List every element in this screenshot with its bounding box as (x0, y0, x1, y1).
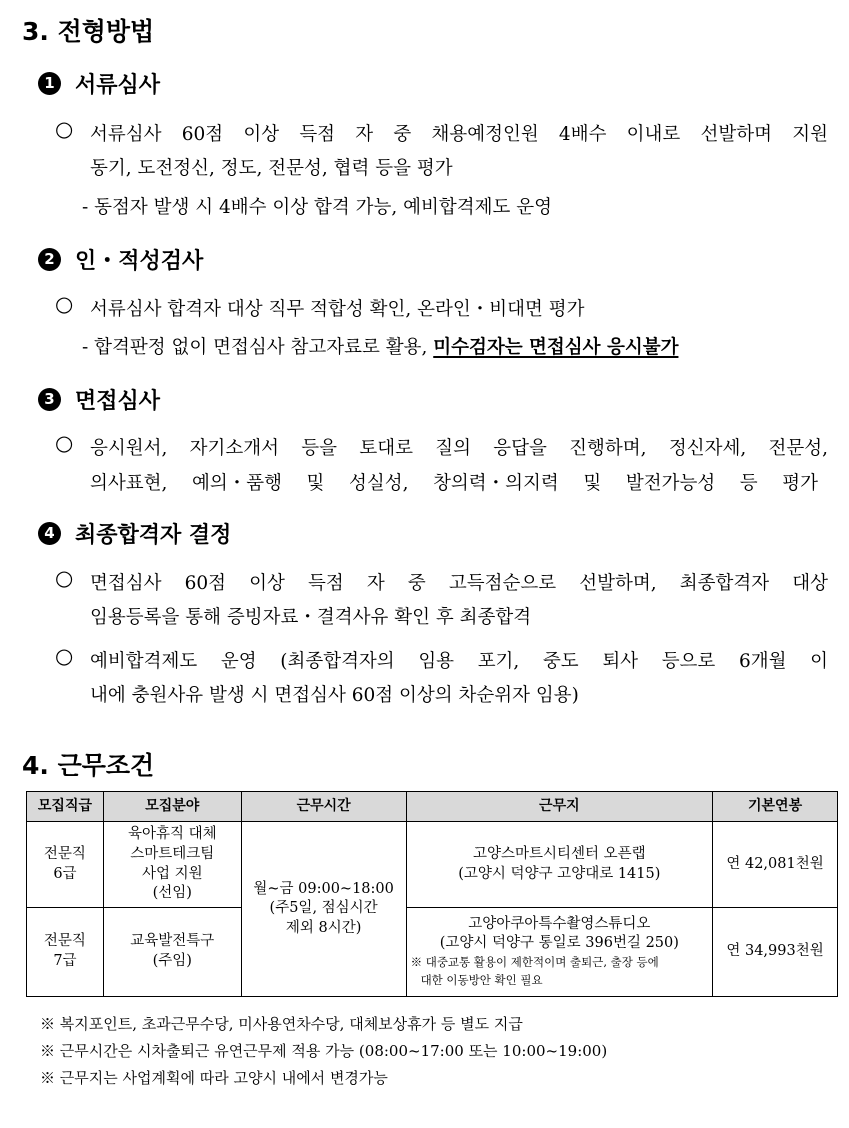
word: 자 (366, 573, 385, 594)
word: 응시원서, (90, 438, 168, 459)
word: 발전가능성 (625, 473, 716, 494)
header-location: 근무지 (406, 792, 713, 822)
item-1-bullet-1-line-1 (90, 120, 828, 146)
field-cell (103, 908, 241, 997)
hours-cell (241, 822, 406, 997)
circle-bullet-icon: ○ (55, 644, 74, 668)
field-line: 육아휴직 대체 (127, 826, 217, 843)
item-2-bullet-1: 서류심사 합격자 대상 직무 적합성 확인, 온라인・비대면 평가 (90, 299, 585, 320)
word: 대상 (792, 573, 828, 594)
item-3-heading (38, 384, 160, 415)
word: 중 (407, 573, 426, 594)
location-line: (고양시 덕양구 고양대로 1415) (458, 865, 661, 882)
location-note-line: 대한 이동방안 확인 필요 (420, 972, 543, 987)
grade-line: 전문직 (43, 933, 86, 950)
grade-line: 7급 (53, 953, 77, 969)
word: 4배수 (558, 124, 607, 145)
word: 선발하며 (700, 124, 772, 145)
word: 토대로 (359, 438, 413, 459)
word: 60점 (184, 573, 227, 594)
number-3-icon: 3 (38, 388, 61, 411)
word: 등 (739, 473, 758, 494)
word: 및 (583, 473, 602, 494)
footnote-benefits: ※ 복지포인트, 초과근무수당, 미사용연차수당, 대체보상휴가 등 별도 지급 (40, 1015, 523, 1033)
word: 서류심사 (90, 124, 162, 145)
word: (최종합격자의 (280, 651, 395, 672)
word: 60점 (181, 124, 224, 145)
footnote-hours: ※ 근무시간은 시차출퇴근 유연근무제 적용 가능 (08:00~17:00 또는 10:00~19:00) (40, 1042, 608, 1060)
word: 득점 (308, 573, 344, 594)
field-line: 교육발전특구 (130, 933, 215, 950)
location-line: (고양시 덕양구 통일로 396번길 250) (439, 935, 679, 952)
word: 예비합격제도 (90, 651, 198, 672)
word: 채용예정인원 (431, 124, 539, 145)
word: 예의・품행 (191, 473, 282, 494)
header-salary: 기본연봉 (713, 792, 838, 822)
word: 등을 (301, 438, 338, 459)
word: 고득점순으로 (448, 573, 557, 594)
item-4-bullet-1-line-2: 임용등록을 통해 증빙자료・결격사유 확인 후 최종합격 (90, 607, 532, 628)
word: 창의력・의지력 (433, 473, 559, 494)
number-4-icon: 4 (38, 522, 61, 545)
circle-bullet-icon: ○ (55, 566, 74, 590)
item-2-sub-1 (82, 333, 678, 359)
word: 임용 (418, 651, 455, 672)
item-4-title: 최종합격자 결정 (75, 522, 232, 548)
section-4-title: 4. 근무조건 (22, 751, 155, 780)
item-3-bullet-1-line-2 (90, 469, 818, 495)
item-2-title: 인・적성검사 (75, 248, 204, 274)
word: 및 (306, 473, 325, 494)
hours-line: 제외 8시간) (285, 919, 362, 936)
field-cell (103, 822, 241, 908)
header-grade: 모집직급 (27, 792, 104, 822)
word: 최종합격자 (679, 573, 770, 594)
word: 이상 (243, 124, 280, 145)
table-row (27, 822, 838, 908)
location-note-line: ※ 대중교통 활용이 제한적이며 출퇴근, 출장 등에 (410, 954, 659, 969)
word: 응답을 (493, 438, 547, 459)
item-3-bullet-1-line-1 (90, 434, 828, 460)
item-3-title: 면접심사 (75, 388, 161, 414)
salary-cell: 연 34,993천원 (713, 908, 838, 997)
item-4-bullet-2-line-2: 내에 충원사유 발생 시 면접심사 60점 이상의 차순위자 임용) (90, 685, 579, 706)
location-line: 고양스마트시티센터 오픈랩 (472, 845, 646, 862)
word: 성실성, (348, 473, 409, 494)
location-cell (406, 908, 713, 997)
word: 중도 (542, 651, 579, 672)
location-line: 고양아쿠아특수촬영스튜디오 (468, 915, 651, 932)
word: 정신자세, (668, 438, 747, 459)
field-line: (주임) (152, 953, 192, 969)
word: 지원 (792, 124, 828, 145)
item-1-title: 서류심사 (75, 72, 161, 98)
circle-bullet-icon: ○ (55, 117, 74, 141)
word: 포기, (477, 651, 520, 672)
location-cell (406, 822, 713, 908)
word: 이내로 (626, 124, 681, 145)
field-line: (선임) (152, 885, 192, 902)
circle-bullet-icon: ○ (55, 431, 74, 455)
field-line: 사업 지원 (141, 865, 203, 882)
word: 의사표현, (90, 473, 168, 494)
word: 득점 (299, 124, 336, 145)
word: 운영 (220, 651, 257, 672)
word: 6개월 (738, 651, 787, 672)
word: 자 (355, 124, 374, 145)
grade-cell (27, 908, 104, 997)
word: 등으로 (661, 651, 716, 672)
word: 자기소개서 (189, 438, 280, 459)
header-hours: 근무시간 (241, 792, 406, 822)
table-header-row (27, 792, 838, 822)
grade-cell (27, 822, 104, 908)
hours-line: 월~금 09:00~18:00 (253, 880, 394, 897)
item-2-sub-1-underlined: 미수검자는 면접심사 응시불가 (433, 337, 679, 358)
word: 평가 (782, 473, 818, 494)
word: 질의 (435, 438, 471, 459)
hours-line: (주5일, 점심시간 (269, 900, 378, 917)
header-field: 모집분야 (103, 792, 241, 822)
footnote-location: ※ 근무지는 사업계획에 따라 고양시 내에서 변경가능 (40, 1069, 388, 1087)
word: 이상 (249, 573, 285, 594)
word: 선발하며, (579, 573, 657, 594)
word: 중 (393, 124, 412, 145)
item-1-sub-1: - 동점자 발생 시 4배수 이상 합격 가능, 예비합격제도 운영 (82, 197, 552, 218)
circle-bullet-icon: ○ (55, 292, 74, 316)
field-line: 스마트테크팀 (130, 845, 215, 862)
work-conditions-table (26, 791, 838, 997)
number-2-icon: 2 (38, 248, 61, 271)
item-4-bullet-2-line-1 (90, 647, 828, 673)
section-3-title: 3. 전형방법 (22, 17, 155, 46)
item-1-heading (38, 68, 160, 99)
word: 면접심사 (90, 573, 162, 594)
word: 이 (810, 651, 828, 672)
grade-line: 전문직 (43, 845, 86, 862)
item-4-heading (38, 518, 231, 549)
item-1-bullet-1-line-2: 동기, 도전정신, 정도, 전문성, 협력 등을 평가 (90, 158, 453, 179)
item-2-sub-1-text: - 합격판정 없이 면접심사 참고자료로 활용, (82, 337, 434, 358)
number-1-icon: 1 (38, 72, 61, 95)
word: 전문성, (768, 438, 828, 459)
grade-line: 6급 (53, 865, 77, 882)
salary-cell: 연 42,081천원 (713, 822, 838, 908)
item-4-bullet-1-line-1 (90, 569, 828, 595)
word: 진행하며, (569, 438, 647, 459)
item-2-heading (38, 244, 203, 275)
word: 퇴사 (602, 651, 639, 672)
table-row (27, 908, 838, 997)
